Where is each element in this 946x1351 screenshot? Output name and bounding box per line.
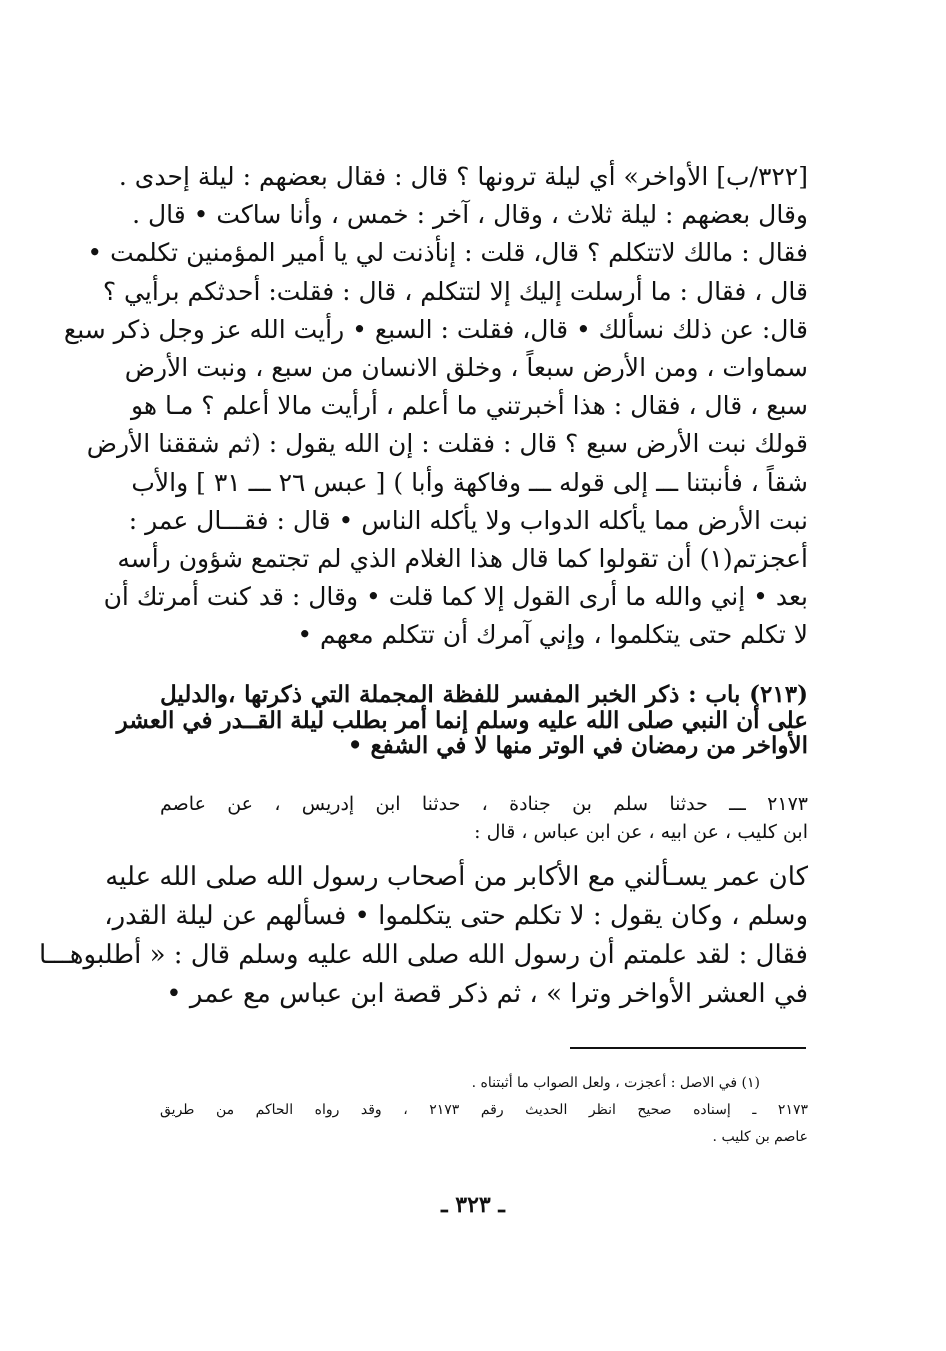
text-line: أعجزتم(١) أن تقولوا كما قال هذا الغلام الذي لم تجتمع شؤون رأسه	[117, 543, 808, 573]
text-line: قال ، فقال : ما أرسلت إليك إلا لتتكلم ، قال : فقلت: أحدثكم برأيي ؟	[102, 276, 808, 306]
chain-line: ٢١٧٣ ـــ حدثنا سلم بن جنادة ، حدثنا ابن إدريس ، عن عاصم	[160, 793, 808, 815]
text-line: نبت الأرض مما يأكله الدواب ولا يأكله الناس • قال : فقـــال عمر :	[128, 505, 808, 535]
hadith-chain	[160, 790, 808, 846]
text-line: فقال : لقد علمتم أن رسول الله صلى الله عليه وسلم قال : « أطلبوهـــا	[39, 940, 808, 970]
page-number: ـ ٣٢٣ ـ	[441, 1192, 505, 1218]
text-line: قولك نبت الأرض سبع ؟ قال : فقلت : إن الله يقول : (ثم شققنا الأرض	[86, 429, 808, 459]
text-line: لا تكلم حتى يتكلموا ، وإني آمرك أن تتكلم معهم •	[297, 620, 808, 650]
text-line: سبع ، قال ، فقال : هذا أخبرتني ما أعلم ، أرأيت مالا أعلم ؟ مـا هو	[130, 391, 808, 421]
chain-line: ابن كليب ، عن ابيه ، عن ابن عباس ، قال :	[474, 821, 808, 843]
text-line: وقال بعضهم : ليلة ثلاث ، وقال ، آخر : خمس ، وأنا ساكت • قال .	[132, 200, 808, 230]
text-line: في العشر الأواخر وترا » ، ثم ذكر قصة ابن عباس مع عمر •	[166, 979, 808, 1009]
text-line: شقاً ، فأنبتنا ـــ إلى قوله ـــ وفاكهة وأبا ) [ عبس ٢٦ ـــ ٣١ ] والأب	[131, 467, 808, 497]
text-line: [٣٢٢/ب] الأواخر» أي ليلة ترونها ؟ قال : فقال بعضهم : ليلة إحدى .	[118, 162, 808, 191]
heading-line: على أن النبي صلى الله عليه وسلم إنما أمر بطلب ليلة القــدر في العشر	[116, 706, 808, 734]
footnote-line: (١) في الاصل : أعجزت ، ولعل الصواب ما أثبتناه .	[471, 1075, 760, 1091]
heading-line: (٢١٣) باب : ذكر الخبر المفسر للفظة المجملة التي ذكرتها ،والدليل	[160, 681, 808, 708]
footnote-divider	[570, 1047, 806, 1049]
hadith-text	[39, 858, 808, 1014]
text-line: وسلم ، وكان يقول : لا تكلم حتى يتكلموا • فسألهم عن ليلة القدر،	[104, 901, 808, 931]
footnote-line: عاصم بن كليب .	[712, 1129, 808, 1145]
text-line: كان عمر يسـألني مع الأكابر من أصحاب رسول الله صلى الله عليه	[105, 862, 808, 892]
text-line: بعد • إني والله ما أرى القول إلا كما قلت • وقال : قد كنت أمرتك أن	[103, 582, 808, 612]
heading-line: الأواخر من رمضان في الوتر منها لا في الشفع •	[347, 732, 808, 759]
text-line: قال: عن ذلك نسألك • قال، فقلت : السبع • رأيت الله عز وجل ذكر سبع	[63, 314, 808, 344]
text-line: فقال : مالك لاتتكلم ؟ قال، قلت : إنأذنت لي يا أمير المؤمنين تكلمت •	[87, 238, 808, 268]
chapter-heading	[116, 681, 808, 759]
main-text-block	[63, 158, 808, 654]
text-line: سماوات ، ومن الأرض سبعاً ، وخلق الانسان من سبع ، ونبت الأرض	[124, 352, 808, 382]
footnotes	[160, 1070, 808, 1151]
footnote-line: ٢١٧٣ ـ إسناده صحيح انظر الحديث رقم ٢١٧٣ ، وقد رواه الحاكم من طريق	[160, 1102, 808, 1118]
